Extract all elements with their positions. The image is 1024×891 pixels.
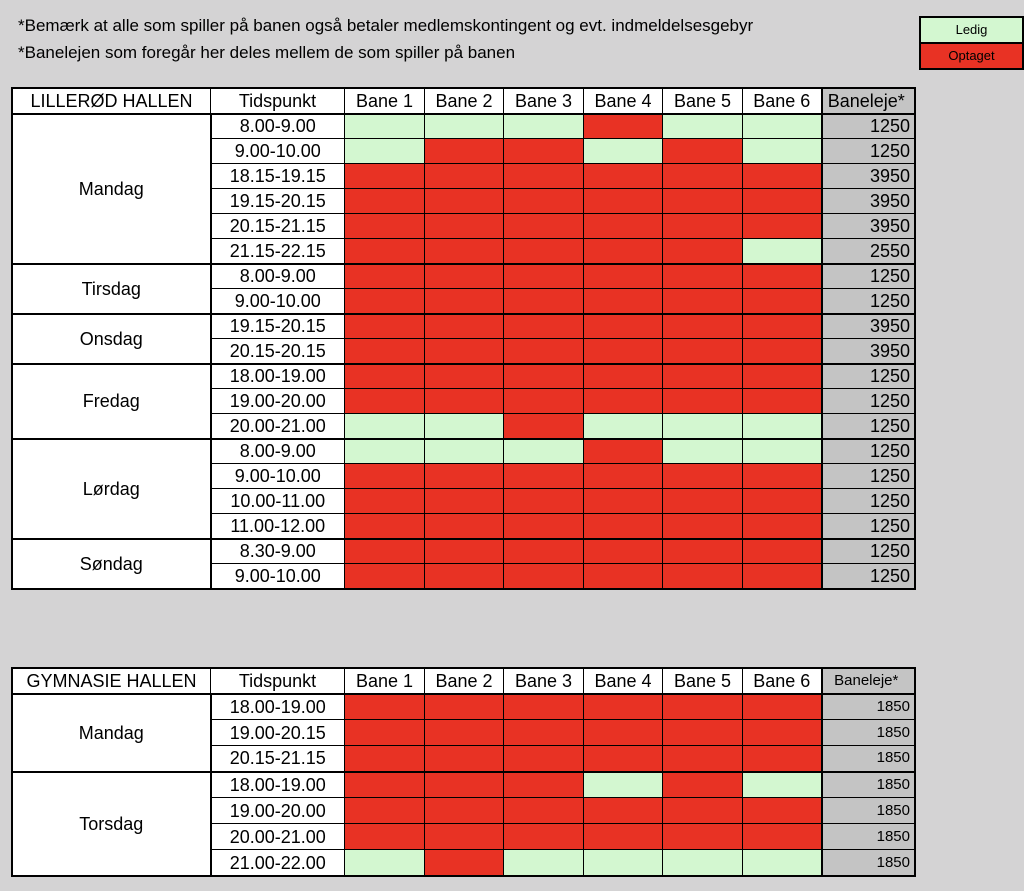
court-cell-taken <box>663 339 743 364</box>
court-cell-free <box>345 139 425 164</box>
rent-value: 1250 <box>822 439 915 464</box>
court-cell-taken <box>663 694 743 720</box>
day-label: Mandag <box>13 694 211 772</box>
court-cell-taken <box>425 389 504 414</box>
court-cell-taken <box>345 164 425 189</box>
time-slot: 19.00-20.15 <box>211 720 345 746</box>
court-cell-free <box>425 439 504 464</box>
court-cell-taken <box>425 464 504 489</box>
schedule-row <box>13 264 915 289</box>
legend-taken: Optaget <box>921 44 1022 68</box>
time-slot: 18.00-19.00 <box>211 772 345 798</box>
court-cell-taken <box>584 389 663 414</box>
court-cell-free <box>663 439 743 464</box>
time-slot: 20.15-21.15 <box>211 746 345 772</box>
court-header: Bane 4 <box>584 669 663 694</box>
time-slot: 9.00-10.00 <box>211 564 345 589</box>
court-cell-free <box>504 850 584 876</box>
court-cell-free <box>584 414 663 439</box>
rent-value: 3950 <box>822 164 915 189</box>
court-cell-taken <box>425 746 504 772</box>
gymnasie-hallen-table <box>12 668 915 876</box>
court-cell-taken <box>663 214 743 239</box>
court-cell-free <box>345 414 425 439</box>
court-cell-taken <box>584 798 663 824</box>
court-cell-taken <box>663 514 743 539</box>
court-cell-taken <box>584 314 663 339</box>
court-cell-taken <box>504 214 584 239</box>
court-cell-taken <box>345 489 425 514</box>
court-cell-taken <box>504 289 584 314</box>
court-cell-taken <box>425 772 504 798</box>
time-slot: 20.15-20.15 <box>211 339 345 364</box>
rent-header: Baneleje* <box>822 89 915 114</box>
court-cell-free <box>743 414 822 439</box>
court-cell-free <box>345 850 425 876</box>
court-cell-taken <box>425 720 504 746</box>
court-cell-taken <box>663 364 743 389</box>
court-cell-free <box>743 850 822 876</box>
court-cell-free <box>663 414 743 439</box>
court-cell-taken <box>425 564 504 589</box>
lillerod-hallen-table <box>12 88 915 589</box>
court-cell-taken <box>425 189 504 214</box>
court-cell-taken <box>663 798 743 824</box>
time-slot: 21.00-22.00 <box>211 850 345 876</box>
rent-value: 1250 <box>822 114 915 139</box>
time-header: Tidspunkt <box>211 669 345 694</box>
time-slot: 19.00-20.00 <box>211 389 345 414</box>
court-cell-taken <box>345 746 425 772</box>
court-header: Bane 5 <box>663 89 743 114</box>
court-cell-taken <box>425 514 504 539</box>
time-slot: 18.15-19.15 <box>211 164 345 189</box>
court-cell-taken <box>425 214 504 239</box>
day-label: Fredag <box>13 364 211 439</box>
court-cell-taken <box>425 239 504 264</box>
court-cell-taken <box>584 720 663 746</box>
time-slot: 8.00-9.00 <box>211 439 345 464</box>
court-cell-taken <box>504 694 584 720</box>
court-cell-taken <box>743 314 822 339</box>
schedule-row <box>13 694 915 720</box>
time-slot: 9.00-10.00 <box>211 464 345 489</box>
court-cell-free <box>345 114 425 139</box>
court-header: Bane 2 <box>425 89 504 114</box>
court-cell-free <box>663 114 743 139</box>
time-slot: 19.15-20.15 <box>211 314 345 339</box>
court-cell-free <box>504 114 584 139</box>
time-slot: 8.00-9.00 <box>211 114 345 139</box>
court-cell-taken <box>345 539 425 564</box>
day-label: Lørdag <box>13 439 211 539</box>
legend <box>919 16 1024 70</box>
schedule-row <box>13 439 915 464</box>
court-cell-taken <box>663 772 743 798</box>
rent-value: 1250 <box>822 139 915 164</box>
rent-value: 1850 <box>822 824 915 850</box>
court-cell-taken <box>504 564 584 589</box>
rent-value: 1850 <box>822 746 915 772</box>
court-cell-taken <box>663 139 743 164</box>
court-cell-free <box>743 772 822 798</box>
rent-value: 2550 <box>822 239 915 264</box>
court-cell-taken <box>584 364 663 389</box>
schedule-row <box>13 772 915 798</box>
time-slot: 19.00-20.00 <box>211 798 345 824</box>
court-cell-taken <box>663 489 743 514</box>
time-slot: 21.15-22.15 <box>211 239 345 264</box>
court-cell-taken <box>743 264 822 289</box>
rent-value: 1250 <box>822 489 915 514</box>
court-cell-taken <box>584 189 663 214</box>
court-cell-taken <box>425 798 504 824</box>
court-cell-taken <box>504 798 584 824</box>
court-cell-taken <box>584 114 663 139</box>
court-cell-taken <box>504 824 584 850</box>
court-cell-free <box>425 114 504 139</box>
court-cell-taken <box>504 389 584 414</box>
rent-value: 1250 <box>822 464 915 489</box>
court-cell-taken <box>345 264 425 289</box>
court-cell-taken <box>425 694 504 720</box>
rent-value: 1250 <box>822 389 915 414</box>
schedule-row <box>13 114 915 139</box>
day-label: Torsdag <box>13 772 211 876</box>
court-cell-taken <box>584 164 663 189</box>
court-cell-taken <box>584 489 663 514</box>
court-header: Bane 6 <box>743 89 822 114</box>
court-cell-free <box>663 850 743 876</box>
court-cell-taken <box>504 339 584 364</box>
court-cell-taken <box>504 746 584 772</box>
court-cell-taken <box>504 414 584 439</box>
schedule-row <box>13 314 915 339</box>
court-cell-taken <box>504 239 584 264</box>
court-cell-taken <box>504 189 584 214</box>
court-cell-free <box>743 114 822 139</box>
court-cell-taken <box>345 214 425 239</box>
time-slot: 10.00-11.00 <box>211 489 345 514</box>
court-header: Bane 3 <box>504 89 584 114</box>
court-cell-taken <box>425 489 504 514</box>
time-header: Tidspunkt <box>211 89 345 114</box>
court-cell-taken <box>345 464 425 489</box>
court-cell-free <box>743 439 822 464</box>
court-cell-taken <box>743 164 822 189</box>
court-cell-taken <box>743 694 822 720</box>
court-cell-taken <box>743 289 822 314</box>
court-cell-taken <box>425 339 504 364</box>
time-slot: 9.00-10.00 <box>211 289 345 314</box>
time-slot: 8.00-9.00 <box>211 264 345 289</box>
time-slot: 11.00-12.00 <box>211 514 345 539</box>
court-cell-taken <box>663 189 743 214</box>
rent-value: 3950 <box>822 314 915 339</box>
court-cell-taken <box>584 539 663 564</box>
day-label: Tirsdag <box>13 264 211 314</box>
court-cell-taken <box>584 264 663 289</box>
rent-value: 1250 <box>822 264 915 289</box>
court-cell-taken <box>345 239 425 264</box>
court-cell-taken <box>743 464 822 489</box>
rent-value: 1850 <box>822 720 915 746</box>
court-header: Bane 6 <box>743 669 822 694</box>
court-cell-taken <box>743 339 822 364</box>
court-cell-taken <box>584 694 663 720</box>
court-header: Bane 2 <box>425 669 504 694</box>
court-cell-taken <box>504 539 584 564</box>
court-cell-taken <box>504 139 584 164</box>
court-cell-taken <box>743 539 822 564</box>
schedule-row <box>13 364 915 389</box>
court-cell-taken <box>743 514 822 539</box>
court-cell-taken <box>584 514 663 539</box>
court-cell-taken <box>663 289 743 314</box>
court-cell-taken <box>425 539 504 564</box>
court-cell-taken <box>584 746 663 772</box>
court-cell-taken <box>663 389 743 414</box>
court-cell-taken <box>425 164 504 189</box>
day-label: Mandag <box>13 114 211 264</box>
rent-value: 1250 <box>822 539 915 564</box>
court-cell-taken <box>743 720 822 746</box>
court-cell-taken <box>504 514 584 539</box>
court-cell-taken <box>504 364 584 389</box>
court-cell-taken <box>584 564 663 589</box>
rent-value: 1250 <box>822 514 915 539</box>
court-cell-taken <box>504 489 584 514</box>
court-cell-taken <box>345 514 425 539</box>
time-slot: 9.00-10.00 <box>211 139 345 164</box>
court-cell-taken <box>504 264 584 289</box>
court-cell-free <box>584 850 663 876</box>
court-cell-taken <box>663 264 743 289</box>
court-cell-taken <box>425 850 504 876</box>
rent-value: 1850 <box>822 850 915 876</box>
time-slot: 18.00-19.00 <box>211 694 345 720</box>
court-cell-taken <box>345 798 425 824</box>
time-slot: 18.00-19.00 <box>211 364 345 389</box>
time-slot: 20.00-21.00 <box>211 824 345 850</box>
court-cell-taken <box>743 824 822 850</box>
hall-title: GYMNASIE HALLEN <box>13 669 211 694</box>
court-cell-taken <box>663 824 743 850</box>
court-cell-taken <box>345 339 425 364</box>
court-cell-taken <box>743 564 822 589</box>
hall-title: LILLERØD HALLEN <box>13 89 211 114</box>
court-header: Bane 3 <box>504 669 584 694</box>
court-header: Bane 4 <box>584 89 663 114</box>
court-cell-taken <box>743 746 822 772</box>
court-cell-taken <box>425 824 504 850</box>
court-cell-free <box>584 139 663 164</box>
court-cell-free <box>743 239 822 264</box>
court-cell-taken <box>504 314 584 339</box>
court-cell-free <box>504 439 584 464</box>
court-cell-taken <box>743 214 822 239</box>
court-cell-free <box>584 772 663 798</box>
time-slot: 20.00-21.00 <box>211 414 345 439</box>
rent-value: 3950 <box>822 339 915 364</box>
court-cell-taken <box>584 289 663 314</box>
court-cell-taken <box>663 720 743 746</box>
court-cell-taken <box>345 389 425 414</box>
court-header: Bane 1 <box>345 669 425 694</box>
rent-header: Baneleje* <box>822 669 915 694</box>
rent-value: 3950 <box>822 214 915 239</box>
rent-value: 1850 <box>822 772 915 798</box>
court-cell-taken <box>345 314 425 339</box>
note-membership: *Bemærk at alle som spiller på banen også betaler medlemskontingent og evt. indmeldelsesgebyr <box>18 16 754 35</box>
court-cell-taken <box>663 539 743 564</box>
rent-value: 3950 <box>822 189 915 214</box>
court-cell-taken <box>504 464 584 489</box>
legend-free: Ledig <box>921 18 1022 44</box>
rent-value: 1250 <box>822 289 915 314</box>
court-cell-taken <box>345 289 425 314</box>
court-cell-taken <box>345 824 425 850</box>
time-slot: 8.30-9.00 <box>211 539 345 564</box>
court-header: Bane 5 <box>663 669 743 694</box>
court-cell-taken <box>345 720 425 746</box>
court-cell-taken <box>345 189 425 214</box>
court-cell-taken <box>743 489 822 514</box>
court-cell-taken <box>584 439 663 464</box>
court-header: Bane 1 <box>345 89 425 114</box>
court-cell-taken <box>584 239 663 264</box>
court-cell-taken <box>425 289 504 314</box>
court-cell-taken <box>743 389 822 414</box>
court-cell-taken <box>663 746 743 772</box>
court-cell-taken <box>345 564 425 589</box>
court-cell-taken <box>425 314 504 339</box>
time-slot: 20.15-21.15 <box>211 214 345 239</box>
court-cell-free <box>743 139 822 164</box>
court-cell-taken <box>584 214 663 239</box>
time-slot: 19.15-20.15 <box>211 189 345 214</box>
court-cell-taken <box>743 798 822 824</box>
court-cell-free <box>425 414 504 439</box>
court-cell-taken <box>345 364 425 389</box>
court-cell-taken <box>345 694 425 720</box>
court-cell-taken <box>663 314 743 339</box>
rent-value: 1850 <box>822 798 915 824</box>
court-cell-taken <box>584 464 663 489</box>
day-label: Søndag <box>13 539 211 589</box>
court-cell-taken <box>425 364 504 389</box>
court-cell-taken <box>425 139 504 164</box>
day-label: Onsdag <box>13 314 211 364</box>
court-cell-taken <box>584 824 663 850</box>
court-cell-taken <box>504 772 584 798</box>
court-cell-taken <box>584 339 663 364</box>
court-cell-taken <box>663 564 743 589</box>
rent-value: 1250 <box>822 364 915 389</box>
court-cell-taken <box>663 464 743 489</box>
court-cell-taken <box>743 364 822 389</box>
court-cell-taken <box>663 239 743 264</box>
note-rent-shared: *Banelejen som foregår her deles mellem de som spiller på banen <box>18 43 516 62</box>
court-cell-taken <box>663 164 743 189</box>
court-cell-taken <box>425 264 504 289</box>
court-cell-taken <box>743 189 822 214</box>
rent-value: 1250 <box>822 414 915 439</box>
court-cell-taken <box>345 772 425 798</box>
schedule-row <box>13 539 915 564</box>
court-cell-free <box>345 439 425 464</box>
court-cell-taken <box>504 164 584 189</box>
rent-value: 1850 <box>822 694 915 720</box>
rent-value: 1250 <box>822 564 915 589</box>
court-cell-taken <box>504 720 584 746</box>
